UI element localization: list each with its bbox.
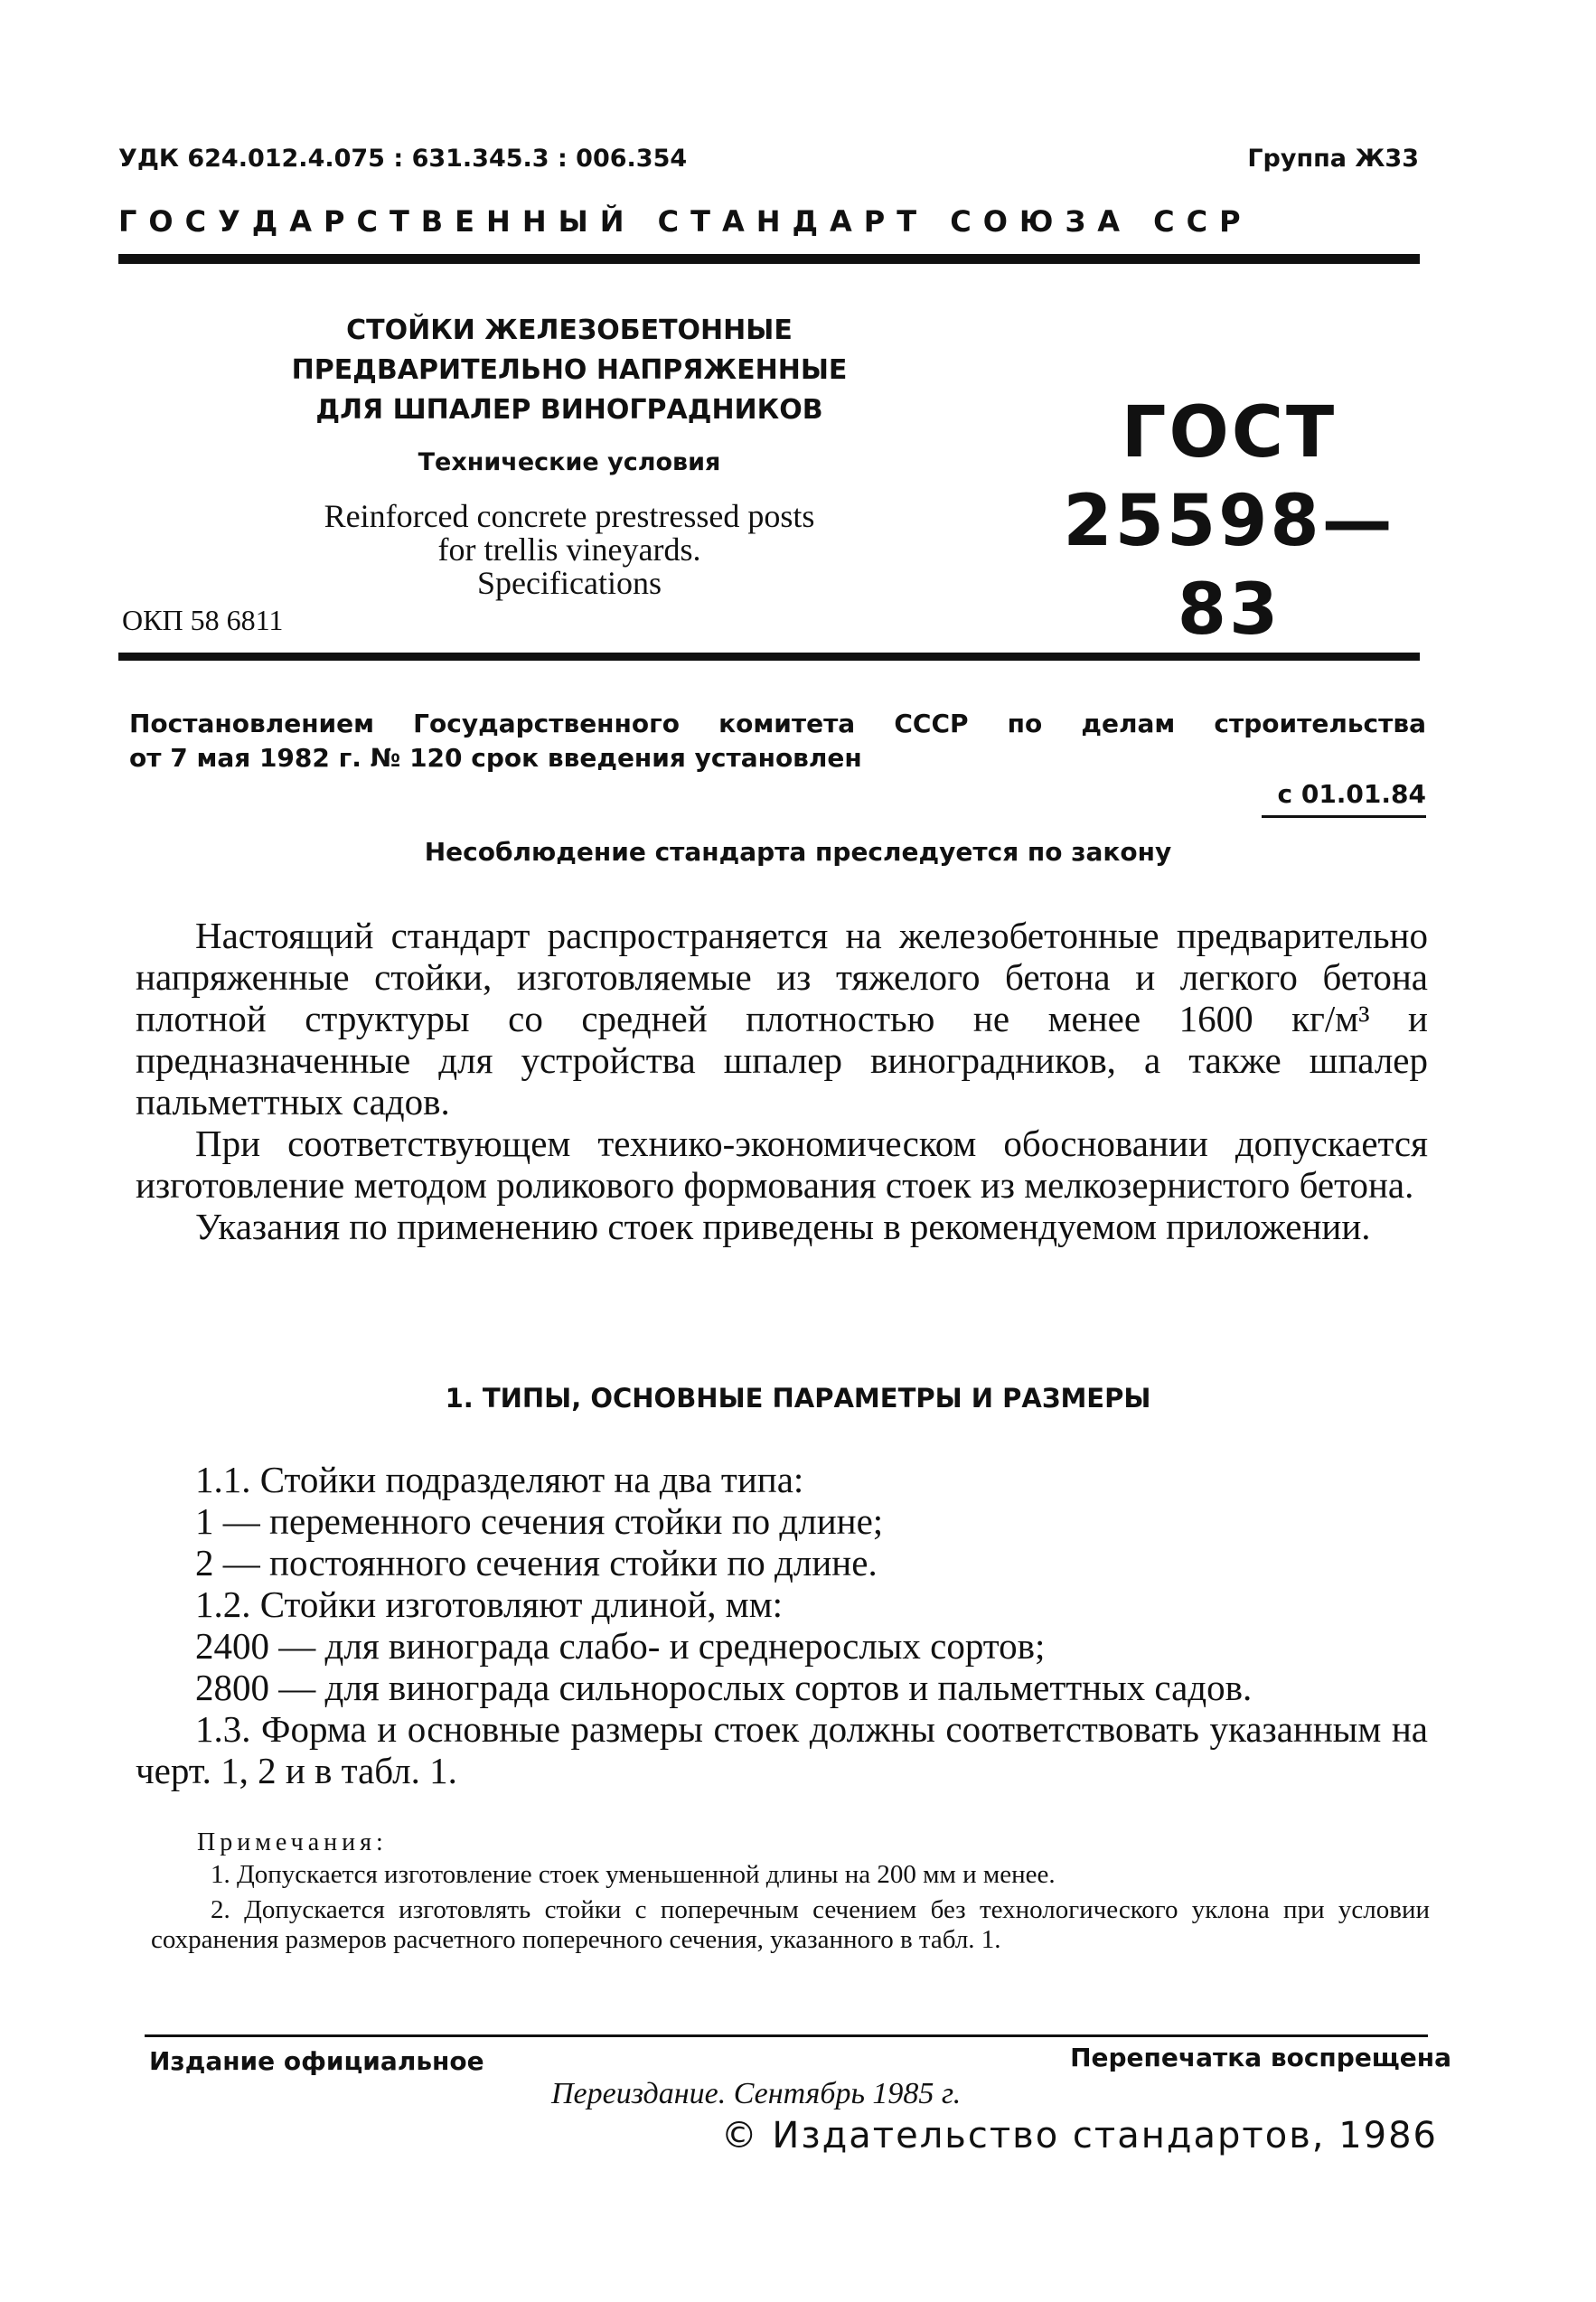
note-2: 2. Допускается изготовлять стойки с поперечным сечением без технологического уклона при условии сохранения размеров расчетного поперечного сечения, указанного в табл. 1. <box>151 1895 1430 1954</box>
header-rule <box>118 254 1420 264</box>
intro-paragraph-3: Указания по применению стоек приведены в рекомендуемом приложении. <box>195 1206 1371 1247</box>
english-title-line-2: for trellis vineyards. <box>437 531 701 568</box>
title-block <box>271 311 868 600</box>
official-edition: Издание официальное <box>149 2046 484 2076</box>
law-notice: Несоблюдение стандарта преследуется по закону <box>424 837 1172 867</box>
reprint-prohibited: Перепечатка воспрещена <box>1070 2043 1451 2072</box>
decree-line-1: Постановлением Государственного комитета СССР по делам строительства <box>129 709 1426 738</box>
clause-1-2: 1.2. Стойки изготовляют длиной, мм: <box>195 1583 784 1625</box>
date-underline <box>1262 815 1426 818</box>
effective-date: с 01.01.84 <box>1277 779 1426 809</box>
length-2400: 2400 — для винограда слабо- и среднерослых сортов; <box>195 1625 1046 1667</box>
type-2: 2 — постоянного сечения стойки по длине. <box>195 1542 878 1583</box>
clause-1-3: 1.3. Форма и основные размеры стоек должны соответствовать указанным на черт. 1, 2 и в табл. 1. <box>136 1708 1428 1791</box>
clause-1-1: 1.1. Стойки подразделяют на два типа: <box>195 1459 804 1500</box>
footer-rule <box>145 2034 1428 2037</box>
reissue-note: Переиздание. Сентябрь 1985 г. <box>551 2077 962 2110</box>
group-code: Группа Ж33 <box>1247 145 1419 173</box>
section-1-text <box>136 1459 1428 1791</box>
copyright: © Издательство стандартов, 1986 <box>720 2115 1438 2156</box>
okp-code: ОКП 58 6811 <box>122 604 284 636</box>
notes <box>151 1860 1430 1955</box>
notes-title: Примечания: <box>197 1828 388 1856</box>
length-2800: 2800 — для винограда сильнорослых сортов и пальметтных садов. <box>195 1667 1253 1708</box>
section-1-title: 1. ТИПЫ, ОСНОВНЫЕ ПАРАМЕТРЫ И РАЗМЕРЫ <box>445 1383 1151 1414</box>
gost-label: ГОСТ <box>1121 392 1338 474</box>
title-rule <box>118 653 1420 661</box>
intro-text <box>136 915 1428 1247</box>
note-1: 1. Допускается изготовление стоек уменьшенной длины на 200 мм и менее. <box>211 1860 1056 1889</box>
title-line-1: СТОЙКИ ЖЕЛЕЗОБЕТОННЫЕ <box>346 315 793 346</box>
title-line-3: ДЛЯ ШПАЛЕР ВИНОГРАДНИКОВ <box>315 394 823 426</box>
english-title-line-3: Specifications <box>477 565 662 601</box>
intro-paragraph-2: При соответствующем технико-экономическом обосновании допускается изготовление методом роликового формования стоек из мелкозернистого бетона. <box>136 1123 1428 1206</box>
decree-line-2: от 7 мая 1982 г. № 120 срок введения установлен <box>129 743 862 773</box>
state-standard-heading: ГОСУДАРСТВЕННЫЙ СТАНДАРТ СОЮЗА ССР <box>118 204 1253 239</box>
intro-paragraph-1: Настоящий стандарт распространяется на железобетонные предварительно напряженные стойки, изготовляемые из тяжелого бетона и легкого бетона плотной структуры со средней плотностью не менее 1600 кг/м³ и предназначенные для устройства шпалер виноградников, а также шпалер пальметтных садов. <box>136 915 1428 1123</box>
gost-number: 25598—83 <box>1063 481 1395 651</box>
type-1: 1 — переменного сечения стойки по длине; <box>195 1500 884 1542</box>
udk-code: УДК 624.012.4.075 : 631.345.3 : 006.354 <box>118 145 688 173</box>
gost-designation <box>1039 389 1419 654</box>
title-line-2: ПРЕДВАРИТЕЛЬНО НАПРЯЖЕННЫЕ <box>291 354 848 386</box>
english-title-line-1: Reinforced concrete prestressed posts <box>324 498 815 534</box>
subtitle: Технические условия <box>418 448 721 476</box>
